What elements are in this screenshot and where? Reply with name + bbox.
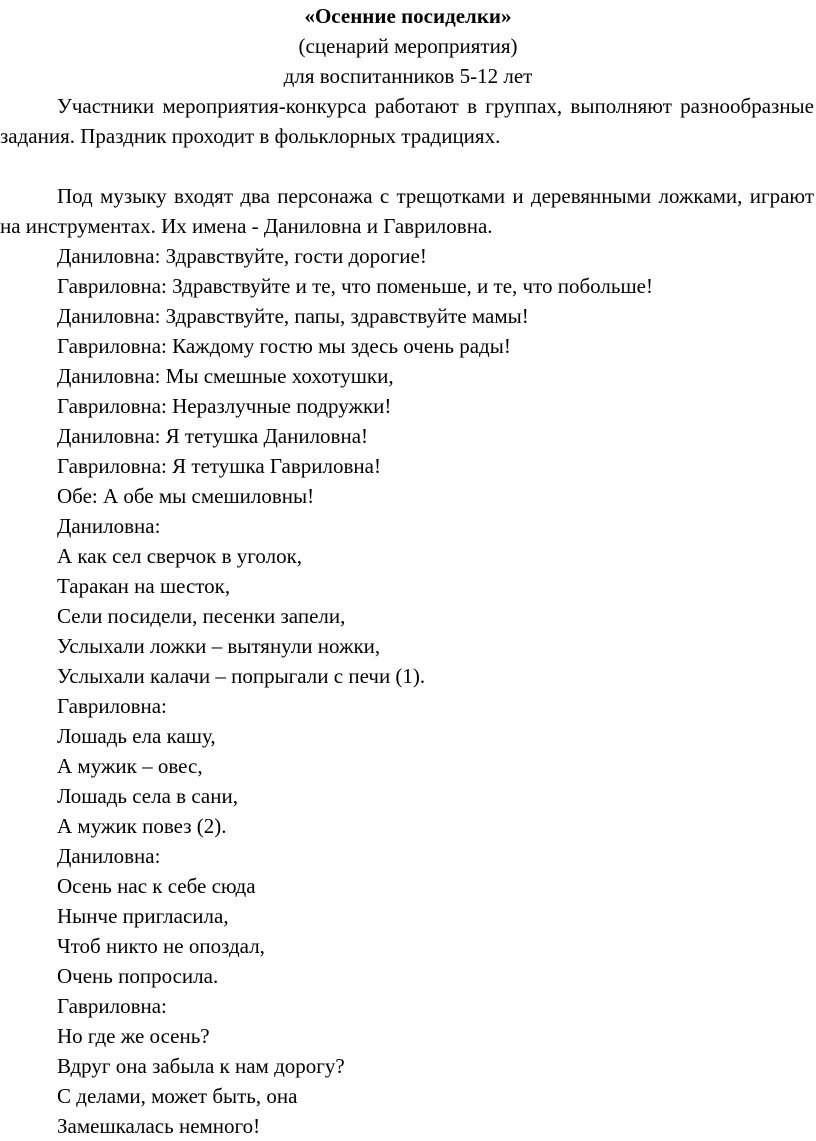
script-line: Очень попросила. bbox=[57, 964, 219, 988]
document-subtitle: (сценарий мероприятия) bbox=[298, 34, 518, 58]
paragraph-spacer bbox=[0, 151, 816, 181]
script-line: Лошадь ела кашу, bbox=[57, 724, 216, 748]
script-lines bbox=[0, 241, 816, 1141]
script-line: Гавриловна: Каждому гостю мы здесь очень рады! bbox=[57, 334, 511, 358]
script-line: Осень нас к себе сюда bbox=[57, 874, 256, 898]
script-line: Гавриловна: Неразлучные подружки! bbox=[57, 394, 392, 418]
script-line: Даниловна: Я тетушка Даниловна! bbox=[57, 424, 369, 448]
script-line: Услыхали ложки – вытянули ножки, bbox=[57, 634, 381, 658]
script-line: Нынче пригласила, bbox=[57, 904, 229, 928]
script-line: Обе: А обе мы смешиловны! bbox=[57, 484, 315, 508]
script-line: Замешкалась немного! bbox=[57, 1114, 261, 1138]
script-line: Чтоб никто не опоздал, bbox=[57, 934, 265, 958]
script-line: С делами, может быть, она bbox=[57, 1084, 298, 1108]
script-line: Гавриловна: Я тетушка Гавриловна! bbox=[57, 454, 381, 478]
script-line: Гавриловна: bbox=[57, 994, 167, 1018]
script-line: Вдруг она забыла к нам дорогу? bbox=[57, 1054, 345, 1078]
script-line: Таракан на шесток, bbox=[57, 574, 231, 598]
script-line: А мужик повез (2). bbox=[57, 814, 227, 838]
script-line: Гавриловна: bbox=[57, 694, 167, 718]
script-line: А мужик – овес, bbox=[57, 754, 203, 778]
document-audience: для воспитанников 5-12 лет bbox=[283, 64, 533, 88]
script-line: Даниловна: bbox=[57, 514, 161, 538]
script-line: Но где же осень? bbox=[57, 1024, 210, 1048]
script-line: Даниловна: Здравствуйте, папы, здравствуйте мамы! bbox=[57, 304, 529, 328]
script-line: Лошадь села в сани, bbox=[57, 784, 238, 808]
intro-paragraph: Участники мероприятия-конкурса работают в группах, выполняют разнообразные задания. Праздник проходит в фольклорных традициях. bbox=[0, 94, 814, 148]
script-line: Гавриловна: Здравствуйте и те, что поменьше, и те, что побольше! bbox=[57, 274, 653, 298]
document-title: «Осенние посиделки» bbox=[304, 4, 512, 28]
script-line: Сели посидели, песенки запели, bbox=[57, 604, 346, 628]
script-line: Даниловна: Мы смешные хохотушки, bbox=[57, 364, 394, 388]
script-line: Услыхали калачи – попрыгали с печи (1). bbox=[57, 664, 426, 688]
script-line: Даниловна: bbox=[57, 844, 161, 868]
script-line: Даниловна: Здравствуйте, гости дорогие! bbox=[57, 244, 427, 268]
scene-paragraph: Под музыку входят два персонажа с трещотками и деревянными ложками, играют на инструментах. Их имена - Даниловна и Гавриловна. bbox=[0, 184, 814, 238]
script-line: А как сел сверчок в уголок, bbox=[57, 544, 303, 568]
